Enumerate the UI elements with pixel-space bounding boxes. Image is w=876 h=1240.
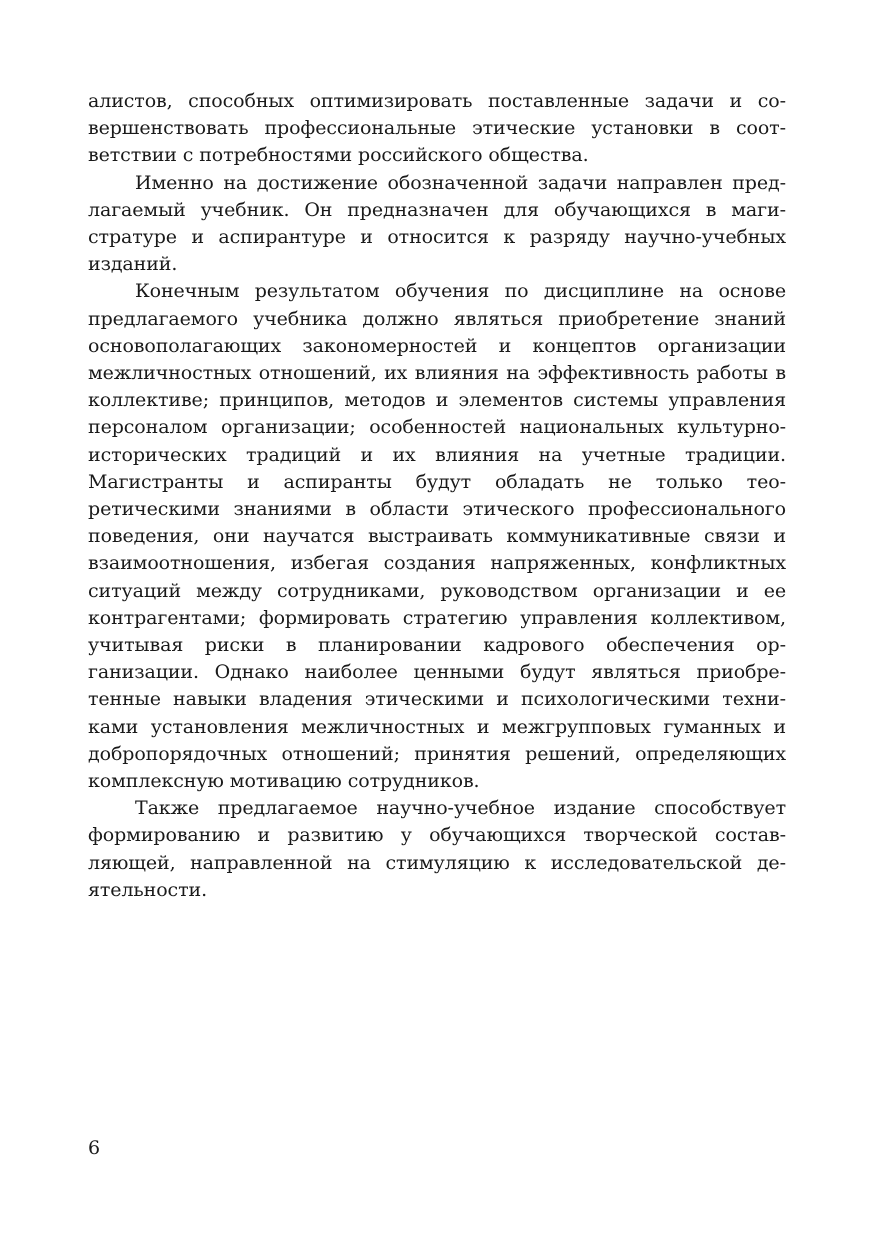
paragraph-learning-outcomes: Конечным результатом обучения по дисциплине на основе предлагаемого учебника должно являться приобретение знаний основополагающих закономерностей и концептов организации межличностных отношений, их влияния на эффективность работы в коллективе; принципов, методов и элементов системы управления персоналом организации; особенностей национальных культурно-исторических традиций и их влияния на учетные традиции. Магистранты и аспиранты будут обладать не только теоретическими знаниями в области этического профессионального поведения, они научатся выстраивать коммуникативные связи и взаимоотношения, избегая создания напряженных, конфликтных ситуаций между сотрудниками, руководством организации и ее контрагентами; формировать стратегию управления коллективом, учитывая риски в планировании кадрового обеспечения организации. Однако наиболее ценными будут являться приобретенные навыки владения этическими и психологическими техниками установления межличностных и межгрупповых гуманных и добропорядочных отношений; принятия решений, определяющих комплексную мотивацию сотрудников. [88, 280, 786, 793]
paragraph-continuation: алистов, способных оптимизировать поставленные задачи и совершенствовать профессиональные этические установки в соответствии с потребностями российского общества. [88, 90, 786, 167]
paragraph-creative-component: Также предлагаемое научно-учебное издание способствует формированию и развитию у обучающихся творческой составляющей, направленной на стимуляцию к исследовательской деятельности. [88, 797, 786, 901]
page-number: 6 [88, 1137, 101, 1159]
page-body [88, 88, 786, 904]
paragraph-textbook-purpose: Именно на достижение обозначенной задачи направлен предлагаемый учебник. Он предназначен для обучающихся в магистратуре и аспирантуре и относится к разряду научно-учебных изданий. [88, 171, 786, 276]
